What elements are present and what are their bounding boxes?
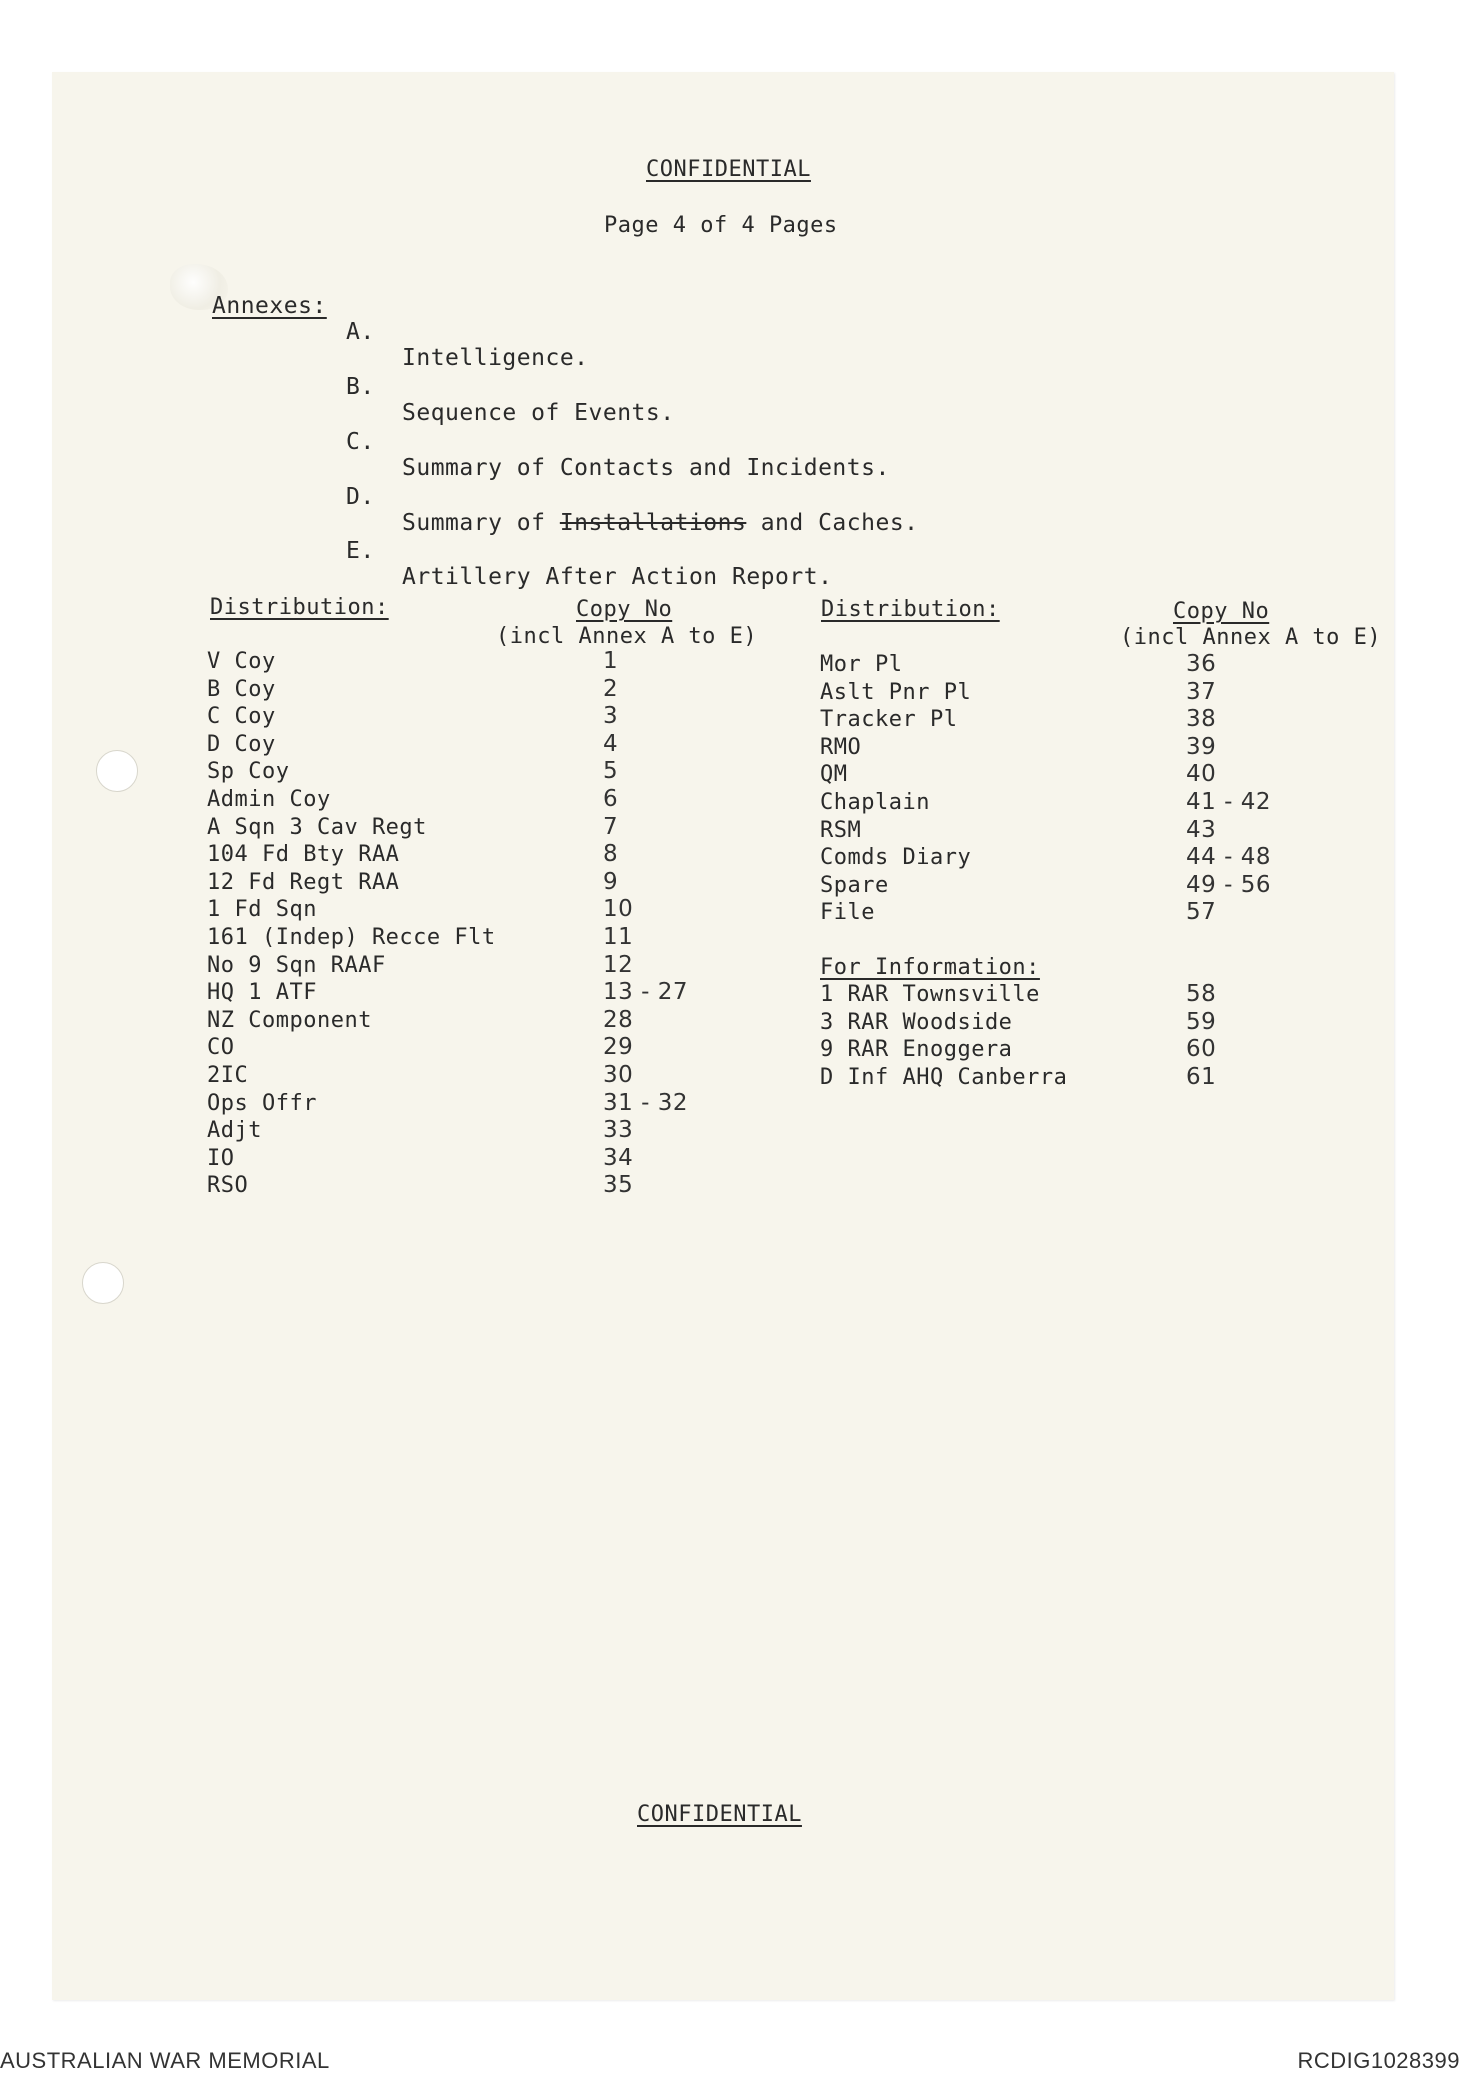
unit-name: 104 Fd Bty RAA: [207, 842, 400, 868]
copy-number: 5: [603, 758, 619, 785]
copy-number: 13 - 27: [603, 979, 688, 1006]
list-item: [820, 899, 1380, 927]
annex-text-before: Summary of: [402, 510, 560, 536]
annex-letter: D.: [346, 484, 375, 510]
archive-footer-left: AUSTRALIAN WAR MEMORIAL: [0, 2048, 330, 2073]
copy-number: 60: [1186, 1036, 1217, 1063]
copy-number: 6: [603, 785, 619, 812]
annex-text: Sequence of Events.: [402, 400, 675, 426]
copy-number: 38: [1186, 706, 1217, 733]
annex-letter: B.: [346, 374, 375, 400]
copy-subheading-right: (incl Annex A to E): [1120, 625, 1382, 650]
copy-number: 59: [1186, 1008, 1217, 1035]
list-item: [820, 817, 1380, 845]
unit-name: D Coy: [207, 731, 276, 757]
unit-name: NZ Component: [207, 1007, 372, 1033]
distribution-heading-left: Distribution:: [210, 595, 389, 620]
unit-name: Spare: [820, 872, 889, 898]
copy-number: 12: [603, 951, 634, 978]
list-item: [207, 924, 767, 952]
list-item: [207, 703, 767, 731]
unit-name: Comds Diary: [820, 845, 972, 871]
distribution-list-right: [820, 651, 1380, 927]
list-item: [207, 758, 767, 786]
list-item: [207, 952, 767, 980]
list-item: [820, 734, 1380, 762]
annex-text: Intelligence.: [402, 345, 589, 371]
unit-name: Tracker Pl: [820, 707, 958, 733]
unit-name: HQ 1 ATF: [207, 980, 317, 1006]
copy-number: 36: [1186, 651, 1217, 677]
list-item: [207, 1007, 767, 1035]
copy-number: 39: [1186, 733, 1217, 760]
classification-header: CONFIDENTIAL: [646, 157, 811, 182]
distribution-list-left: [207, 648, 767, 1200]
list-item: [820, 844, 1380, 872]
unit-name: 12 Fd Regt RAA: [207, 869, 400, 895]
copy-number: 29: [603, 1034, 634, 1061]
archive-footer-right: RCDIG1028399: [1297, 2048, 1460, 2073]
page-info: Page 4 of 4 Pages: [604, 213, 838, 238]
copy-heading-right: Copy No: [1173, 599, 1270, 624]
list-item: [207, 841, 767, 869]
unit-name: Ops Offr: [207, 1090, 317, 1116]
unit-name: 1 RAR Townsville: [820, 982, 1040, 1007]
copy-number: 8: [603, 841, 619, 868]
list-item: [207, 1117, 767, 1145]
for-information-heading: For Information:: [820, 955, 1040, 980]
list-item: [820, 1036, 1380, 1064]
annex-text: Summary of Contacts and Incidents.: [402, 455, 890, 481]
unit-name: Admin Coy: [207, 786, 331, 812]
annex-item-d: [346, 458, 1146, 536]
annexes-label: Annexes:: [212, 293, 327, 319]
copy-number: 1: [603, 648, 619, 674]
unit-name: 161 (Indep) Recce Flt: [207, 924, 496, 950]
punch-hole-lower: [82, 1262, 124, 1304]
list-item: [820, 761, 1380, 789]
unit-name: Sp Coy: [207, 759, 290, 785]
unit-name: No 9 Sqn RAAF: [207, 952, 386, 978]
unit-name: Chaplain: [820, 789, 930, 815]
copy-number: 31 - 32: [603, 1089, 688, 1116]
unit-name: 1 Fd Sqn: [207, 897, 317, 923]
annex-item-b: [346, 348, 1146, 426]
unit-name: 3 RAR Woodside: [820, 1009, 1013, 1035]
list-item: [820, 789, 1380, 817]
unit-name: A Sqn 3 Cav Regt: [207, 814, 427, 840]
copy-number: 57: [1186, 899, 1217, 926]
list-item: [207, 786, 767, 814]
copy-number: 61: [1186, 1063, 1217, 1090]
annex-letter: C.: [346, 429, 375, 455]
annex-letter: E.: [346, 538, 375, 564]
unit-name: IO: [207, 1145, 235, 1171]
list-item: [820, 981, 1380, 1009]
unit-name: 2IC: [207, 1062, 249, 1088]
unit-name: RSM: [820, 817, 862, 843]
punch-hole-upper: [96, 750, 138, 792]
annex-item-a: [346, 293, 1146, 371]
copy-number: 43: [1186, 816, 1217, 843]
list-item: [207, 1145, 767, 1173]
copy-heading-left: Copy No: [576, 597, 673, 622]
list-item: [207, 869, 767, 897]
unit-name: 9 RAR Enoggera: [820, 1037, 1013, 1063]
copy-number: 3: [603, 703, 619, 730]
copy-number: 7: [603, 813, 619, 840]
copy-number: 49 - 56: [1186, 871, 1271, 898]
unit-name: RMO: [820, 734, 862, 760]
copy-number: 33: [603, 1117, 634, 1144]
unit-name: File: [820, 900, 875, 926]
copy-number: 9: [603, 868, 619, 895]
information-list: [820, 981, 1380, 1091]
unit-name: D Inf AHQ Canberra: [820, 1064, 1068, 1090]
unit-name: RSO: [207, 1173, 249, 1199]
list-item: [207, 1034, 767, 1062]
copy-number: 44 - 48: [1186, 844, 1271, 871]
annex-letter: A.: [346, 319, 375, 345]
list-item: [207, 814, 767, 842]
copy-number: 30: [603, 1061, 634, 1088]
list-item: [207, 648, 767, 676]
list-item: [820, 872, 1380, 900]
annex-text: Artillery After Action Report.: [402, 564, 833, 590]
list-item: [207, 676, 767, 704]
unit-name: QM: [820, 762, 848, 788]
list-item: [207, 1062, 767, 1090]
unit-name: V Coy: [207, 649, 276, 674]
list-item: [207, 1172, 767, 1200]
copy-number: 41 - 42: [1186, 788, 1271, 815]
list-item: [207, 1090, 767, 1118]
copy-number: 10: [603, 896, 634, 923]
list-item: [207, 731, 767, 759]
list-item: [820, 651, 1380, 679]
copy-number: 4: [603, 730, 619, 757]
unit-name: Adjt: [207, 1118, 262, 1144]
annex-item-e: [346, 512, 1146, 590]
copy-number: 11: [603, 923, 634, 950]
distribution-heading-right: Distribution:: [821, 597, 1000, 622]
unit-name: Aslt Pnr Pl: [820, 679, 972, 705]
copy-subheading-left: (incl Annex A to E): [496, 624, 758, 649]
unit-name: CO: [207, 1035, 235, 1061]
list-item: [820, 1009, 1380, 1037]
list-item: [820, 679, 1380, 707]
copy-number: 35: [603, 1172, 634, 1199]
list-item: [820, 1064, 1380, 1092]
annex-item-c: [346, 403, 1146, 481]
copy-number: 37: [1186, 678, 1217, 705]
list-item: [820, 706, 1380, 734]
copy-number: 28: [603, 1006, 634, 1033]
unit-name: B Coy: [207, 676, 276, 702]
copy-number: 40: [1186, 761, 1217, 788]
list-item: [207, 896, 767, 924]
unit-name: Mor Pl: [820, 652, 903, 677]
annex-text-struck: Installations: [559, 510, 747, 536]
annex-text-after: and Caches.: [746, 510, 919, 536]
copy-number: 34: [603, 1144, 634, 1171]
classification-footer: CONFIDENTIAL: [637, 1802, 802, 1827]
copy-number: 58: [1186, 981, 1217, 1007]
copy-number: 2: [603, 675, 619, 702]
list-item: [207, 979, 767, 1007]
unit-name: C Coy: [207, 704, 276, 730]
